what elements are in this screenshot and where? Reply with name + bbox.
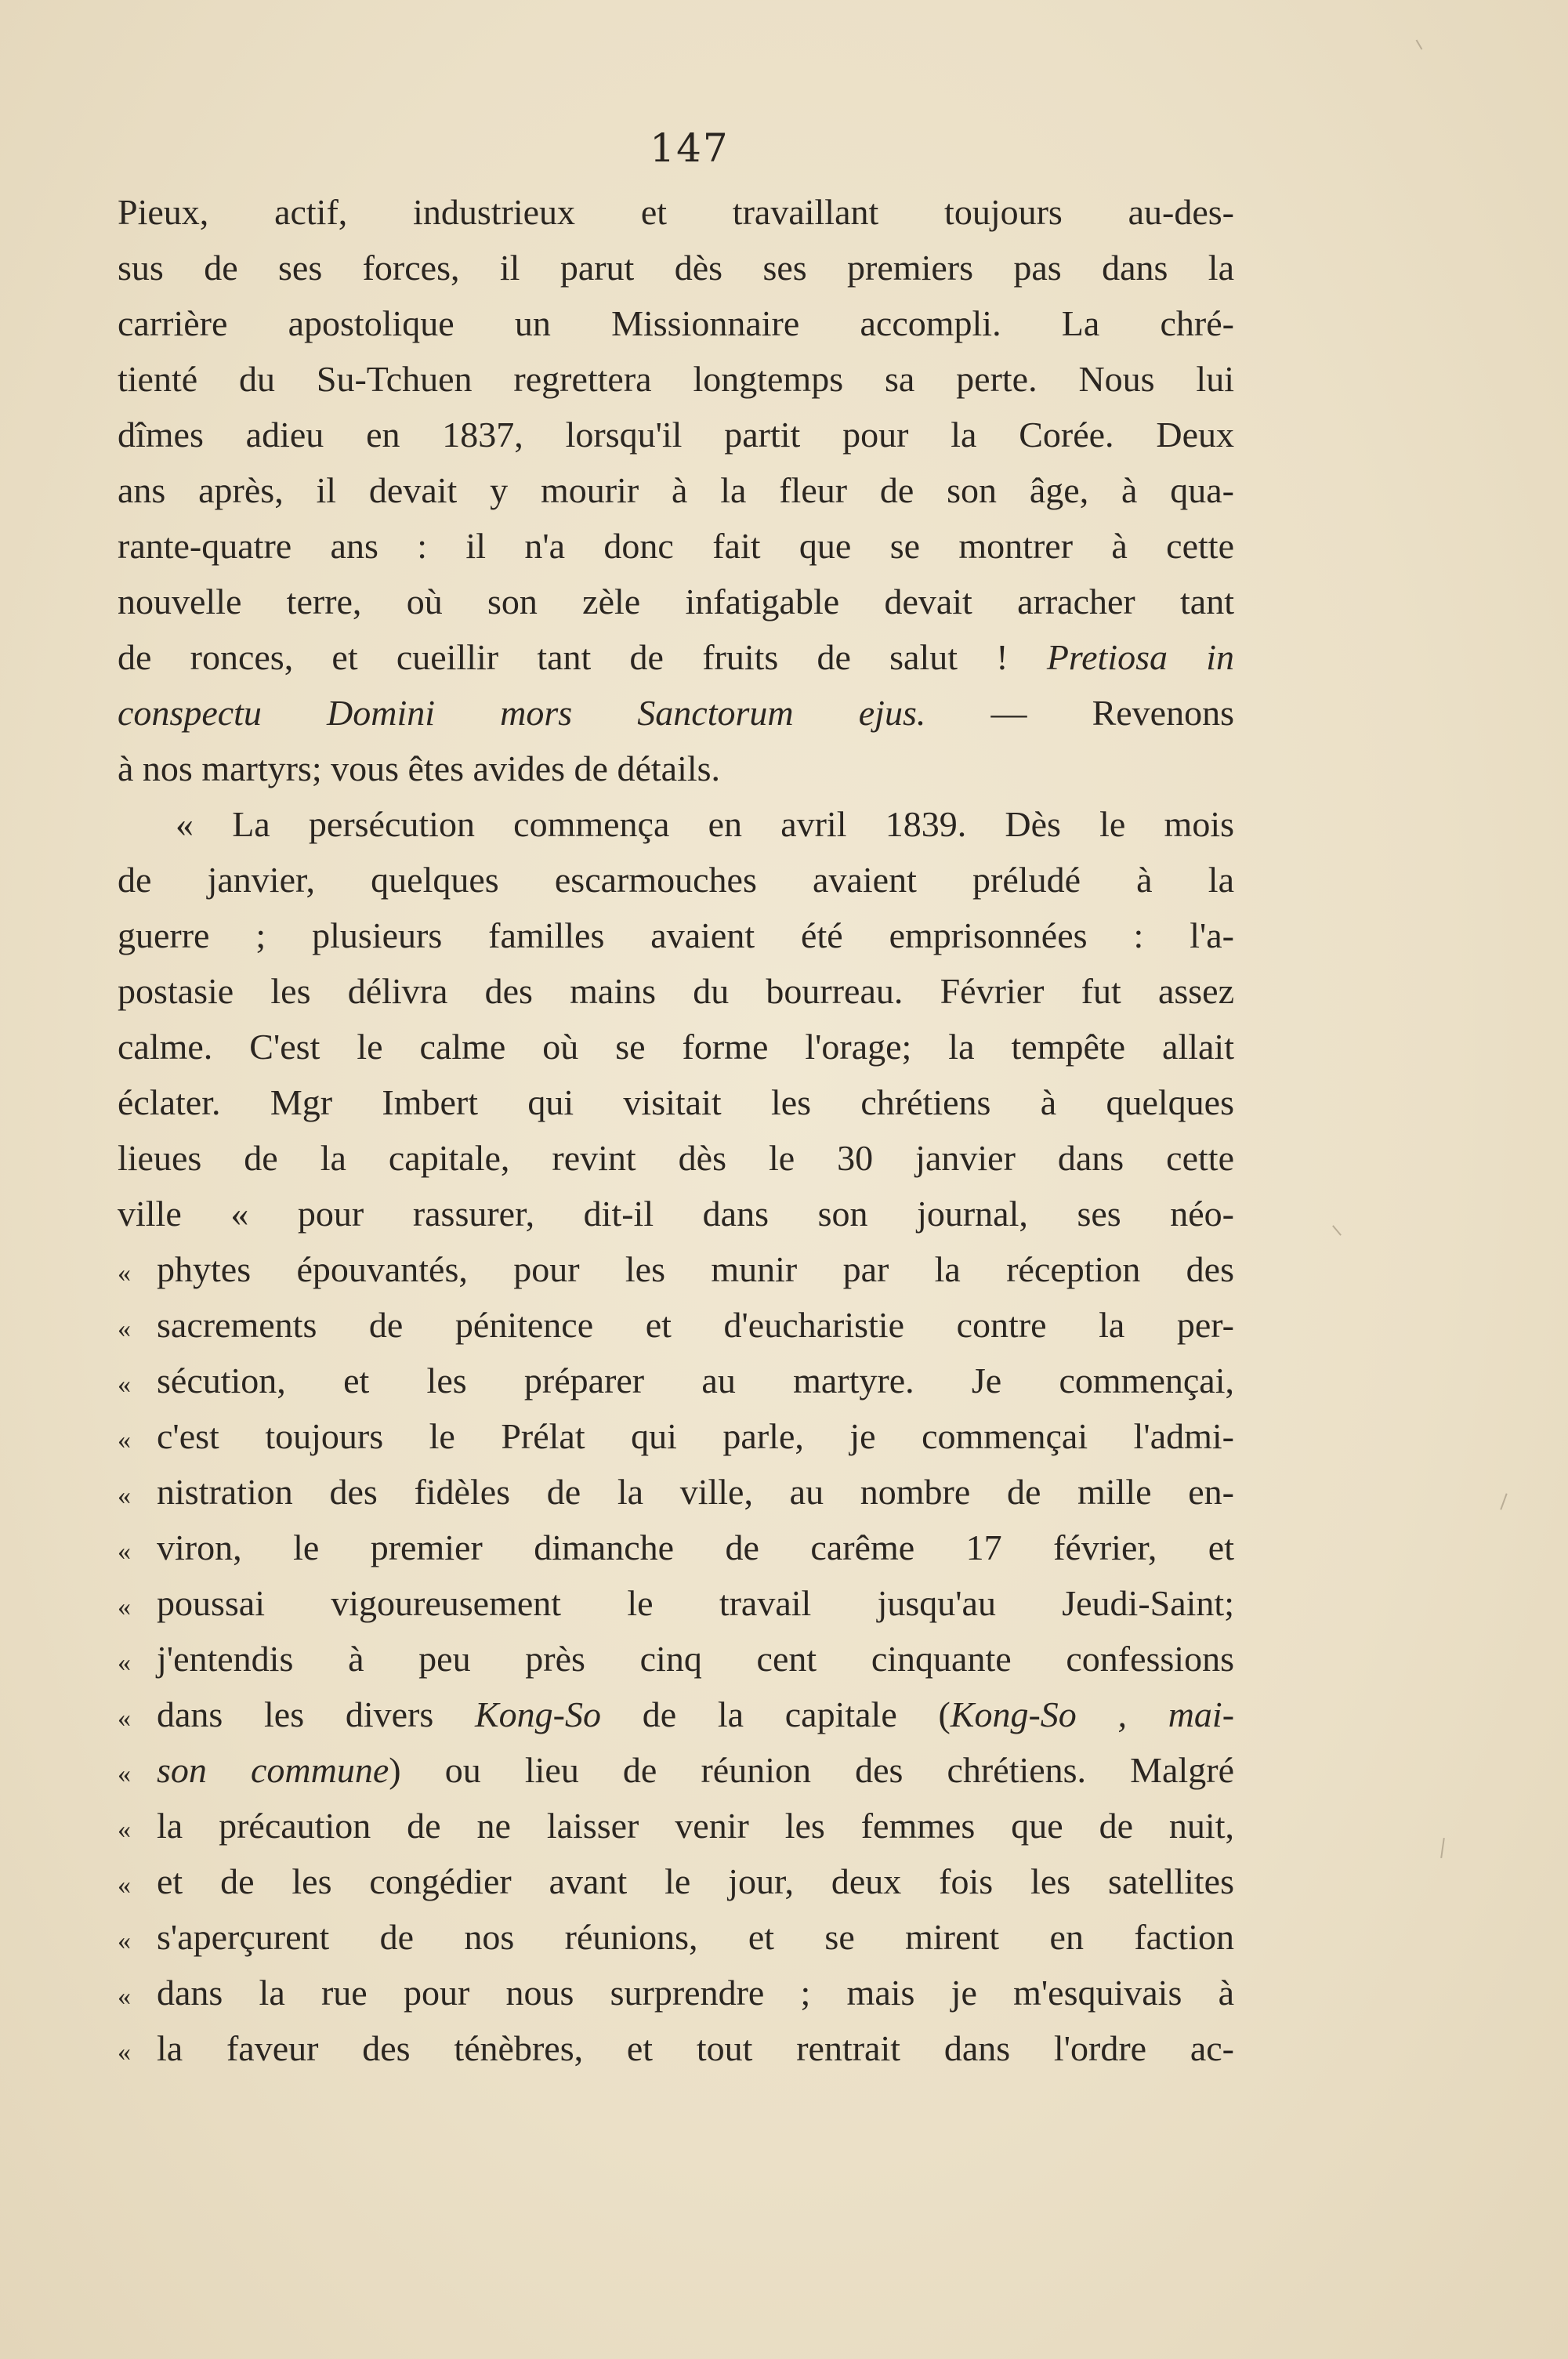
text-line: sus de ses forces, il parut dès ses premiers pas dans la xyxy=(118,248,1234,288)
text-line-mixed xyxy=(118,629,1234,685)
quoted-line xyxy=(118,2020,1234,2076)
quote-mark: « xyxy=(118,2038,131,2067)
quote-mark: « xyxy=(118,1314,131,1343)
quote-mark: « xyxy=(118,1704,131,1733)
quoted-line xyxy=(118,1909,1234,1965)
text-line: carrière apostolique un Missionnaire accompli. La chré- xyxy=(118,303,1234,343)
text-line: de janvier, quelques escarmouches avaient préludé à la xyxy=(118,860,1234,900)
quote-mark: « xyxy=(118,1537,131,1566)
korean-term-italic: Kong-So xyxy=(474,1694,601,1734)
text-line: postasie les délivra des mains du bourreau. Février fut assez xyxy=(118,971,1234,1011)
quote-mark: « xyxy=(118,1593,131,1622)
paper-speck xyxy=(1416,39,1423,49)
quoted-line xyxy=(118,1408,1234,1464)
text-segment: , mai- xyxy=(1117,1694,1234,1734)
text-line: « La persécution commença en avril 1839. Dès le mois xyxy=(176,804,1234,844)
text-line: et de les congédier avant le jour, deux fois les satellites xyxy=(157,1861,1234,1901)
text-line: s'aperçurent de nos réunions, et se mirent en faction xyxy=(157,1917,1234,1957)
quoted-line xyxy=(118,1464,1234,1520)
text-segment: ) ou lieu de réunion des chrétiens. Malgré xyxy=(389,1750,1234,1790)
text-line: ans après, il devait y mourir à la fleur de son âge, à qua- xyxy=(118,470,1234,510)
text-line: tienté du Su-Tchuen regrettera longtemps sa perte. Nous lui xyxy=(118,359,1234,399)
text-line: sacrements de pénitence et d'eucharistie contre la per- xyxy=(157,1305,1234,1345)
text-line-mixed xyxy=(118,685,1234,741)
text-line: éclater. Mgr Imbert qui visitait les chrétiens à quelques xyxy=(118,1082,1234,1122)
quoted-line xyxy=(118,1297,1234,1353)
page-number: 147 xyxy=(650,125,730,171)
text-line: calme. C'est le calme où se forme l'orage; la tempête allait xyxy=(118,1027,1234,1067)
text-line: j'entendis à peu près cinq cent cinquante confessions xyxy=(157,1639,1234,1679)
quote-mark: « xyxy=(118,1815,131,1844)
text-line: viron, le premier dimanche de carême 17 février, et xyxy=(157,1527,1234,1567)
text-line: rante-quatre ans : il n'a donc fait que se montrer à cette xyxy=(118,526,1234,566)
quoted-line xyxy=(118,1965,1234,2020)
text-line: dans la rue pour nous surprendre ; mais je m'esquivais à xyxy=(157,1973,1234,2013)
text-line: guerre ; plusieurs familles avaient été emprisonnées : l'a- xyxy=(118,915,1234,955)
text-segment: dans les divers xyxy=(157,1694,434,1734)
text-line: dîmes adieu en 1837, lorsqu'il partit pour la Corée. Deux xyxy=(118,415,1234,455)
quote-mark: « xyxy=(118,1871,131,1900)
quoted-line xyxy=(118,1687,1234,1742)
quote-mark: « xyxy=(118,1259,131,1288)
quote-mark: « xyxy=(118,1982,131,2011)
text-line-mixed xyxy=(157,1687,1234,1742)
quote-mark: « xyxy=(118,1648,131,1677)
text-line: c'est toujours le Prélat qui parle, je commençai l'admi- xyxy=(157,1416,1234,1456)
latin-italic: conspectu Domini mors Sanctorum ejus. xyxy=(118,693,926,733)
paper-speck xyxy=(1440,1838,1445,1858)
latin-italic: Pretiosa in xyxy=(1046,637,1234,677)
text-line: poussai vigoureusement le travail jusqu'au Jeudi-Saint; xyxy=(157,1583,1234,1623)
quoted-line xyxy=(118,1742,1234,1798)
text-body xyxy=(118,184,1234,2076)
quote-mark: « xyxy=(118,1370,131,1399)
text-segment: de ronces, et cueillir tant de fruits de salut ! xyxy=(118,637,1009,677)
quote-mark: « xyxy=(118,1426,131,1455)
quoted-line xyxy=(118,1575,1234,1631)
paper-speck xyxy=(1332,1225,1342,1236)
text-segment: — Revenons xyxy=(990,693,1234,733)
text-line: à nos martyrs; vous êtes avides de détails. xyxy=(118,748,721,788)
quoted-line xyxy=(118,1520,1234,1575)
text-line: la précaution de ne laisser venir les femmes que de nuit, xyxy=(157,1806,1234,1846)
korean-term-italic: Kong-So xyxy=(950,1694,1077,1734)
italic-phrase: son commune xyxy=(157,1750,389,1790)
quote-mark: « xyxy=(118,1926,131,1955)
text-line: phytes épouvantés, pour les munir par la réception des xyxy=(157,1249,1234,1289)
text-line: nistration des fidèles de la ville, au nombre de mille en- xyxy=(157,1472,1234,1512)
paper-speck xyxy=(1500,1493,1507,1509)
quoted-line xyxy=(118,1798,1234,1854)
quoted-line xyxy=(118,1854,1234,1909)
text-line: lieues de la capitale, revint dès le 30 janvier dans cette xyxy=(118,1138,1234,1178)
text-line: la faveur des ténèbres, et tout rentrait dans l'ordre ac- xyxy=(157,2028,1234,2068)
quoted-line xyxy=(118,1353,1234,1408)
quoted-line xyxy=(118,1241,1234,1297)
quote-mark: « xyxy=(118,1759,131,1788)
text-line: Pieux, actif, industrieux et travaillant toujours au-des- xyxy=(118,192,1234,232)
text-line-mixed xyxy=(157,1742,1234,1798)
text-line: nouvelle terre, où son zèle infatigable devait arracher tant xyxy=(118,582,1234,621)
text-line: sécution, et les préparer au martyre. Je commençai, xyxy=(157,1361,1234,1401)
text-line: ville « pour rassurer, dit-il dans son journal, ses néo- xyxy=(118,1194,1234,1234)
quoted-line xyxy=(118,1631,1234,1687)
text-segment: de la capitale ( xyxy=(642,1694,951,1734)
quote-mark: « xyxy=(118,1481,131,1510)
